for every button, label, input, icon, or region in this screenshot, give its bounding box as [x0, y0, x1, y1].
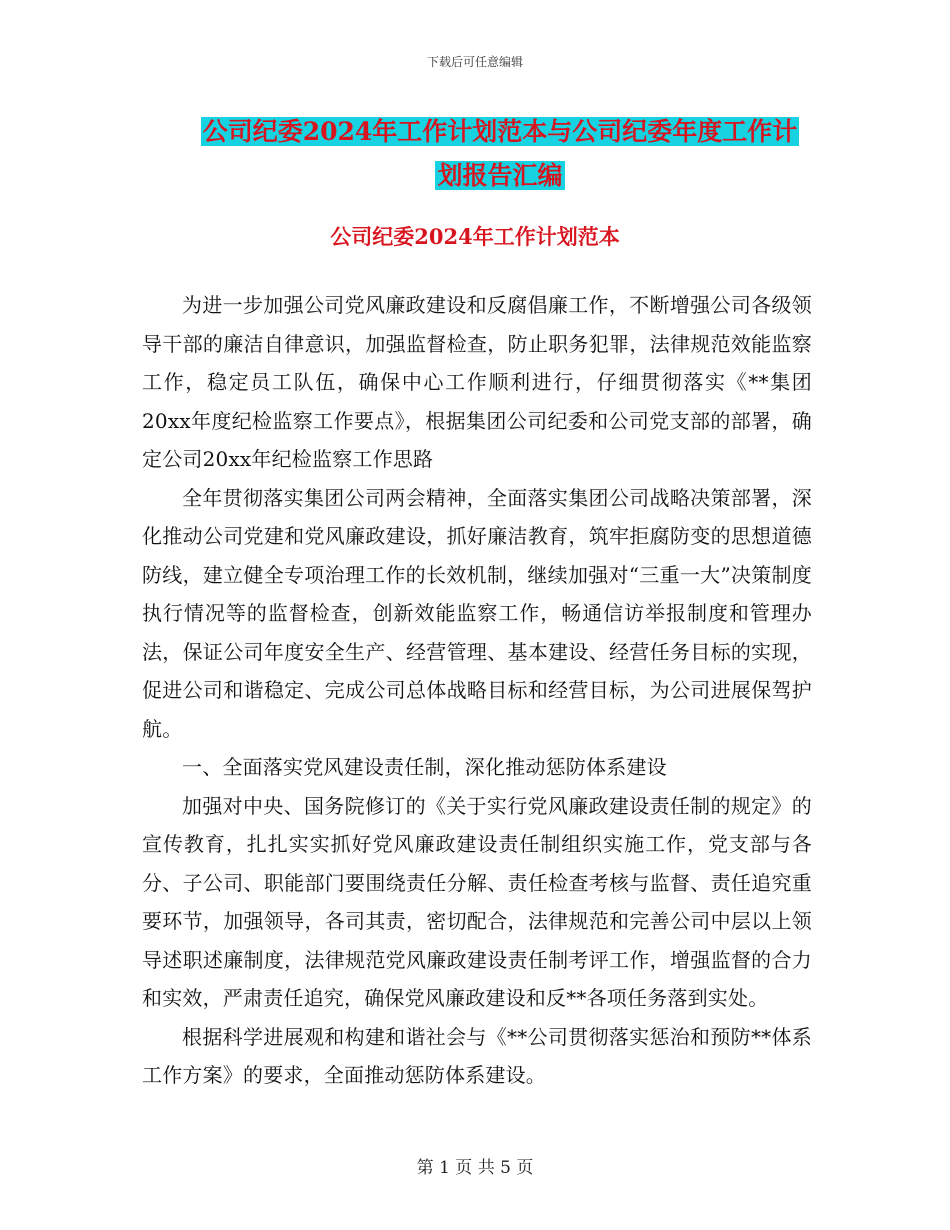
document-title-line-2 [150, 156, 850, 196]
section-title: 公司纪委2024年工作计划范本 [330, 224, 620, 249]
document-title-text-2: 划报告汇编 [437, 161, 563, 190]
header-note: 下载后可任意编辑 [426, 55, 523, 69]
paragraph-4: 加强对中央、国务院修订的《关于实行党风廉政建设责任制的规定》的宣传教育，扎扎实实抓好党风廉政建设责任制组织实施工作，党支部与各分、子公司、职能部门要围绕责任分解、责任检查考核与监督、责任追究重要环节，加强领导，各司其责，密切配合，法律规范和完善公司中层以上领导述职述廉制度，法律规范党风廉政建设责任制考评工作，增强监督的合力和实效，严肃责任追究，确保党风廉政建设和反**各项任务落到实处。 [142, 793, 812, 1010]
paragraph-1: 为进一步加强公司党风廉政建设和反腐倡廉工作，不断增强公司各级领导干部的廉洁自律意识，加强监督检查，防止职务犯罪，法律规范效能监察工作，稳定员工队伍，确保中心工作顺利进行，仔细贯彻落实《**集团20xx年度纪检监察工作要点》，根据集团公司纪委和公司党支部的部署，确定公司20xx年纪检监察工作思路 [142, 293, 812, 471]
paragraph-3-heading: 一、全面落实党风建设责任制，深化推动惩防体系建设 [182, 755, 667, 779]
document-title-line-1 [150, 112, 850, 152]
page-footer: 第 1 页 共 5 页 [416, 1158, 534, 1178]
document-body [142, 286, 812, 1095]
document-title-text-1: 公司纪委2024年工作计划范本与公司纪委年度工作计 [202, 117, 798, 146]
paragraph-2: 全年贯彻落实集团公司两会精神，全面落实集团公司战略决策部署，深化推动公司党建和党风廉政建设，抓好廉洁教育，筑牢拒腐防变的思想道德防线，建立健全专项治理工作的长效机制，继续加强对“三重一大”决策制度执行情况等的监督检查，创新效能监察工作，畅通信访举报制度和管理办法，保证公司年度安全生产、经营管理、基本建设、经营任务目标的实现，促进公司和谐稳定、完成公司总体战略目标和经营目标，为公司进展保驾护航。 [142, 485, 812, 741]
paragraph-5: 根据科学进展观和构建和谐社会与《**公司贯彻落实惩治和预防**体系工作方案》的要求，全面推动惩防体系建设。 [142, 1024, 812, 1087]
